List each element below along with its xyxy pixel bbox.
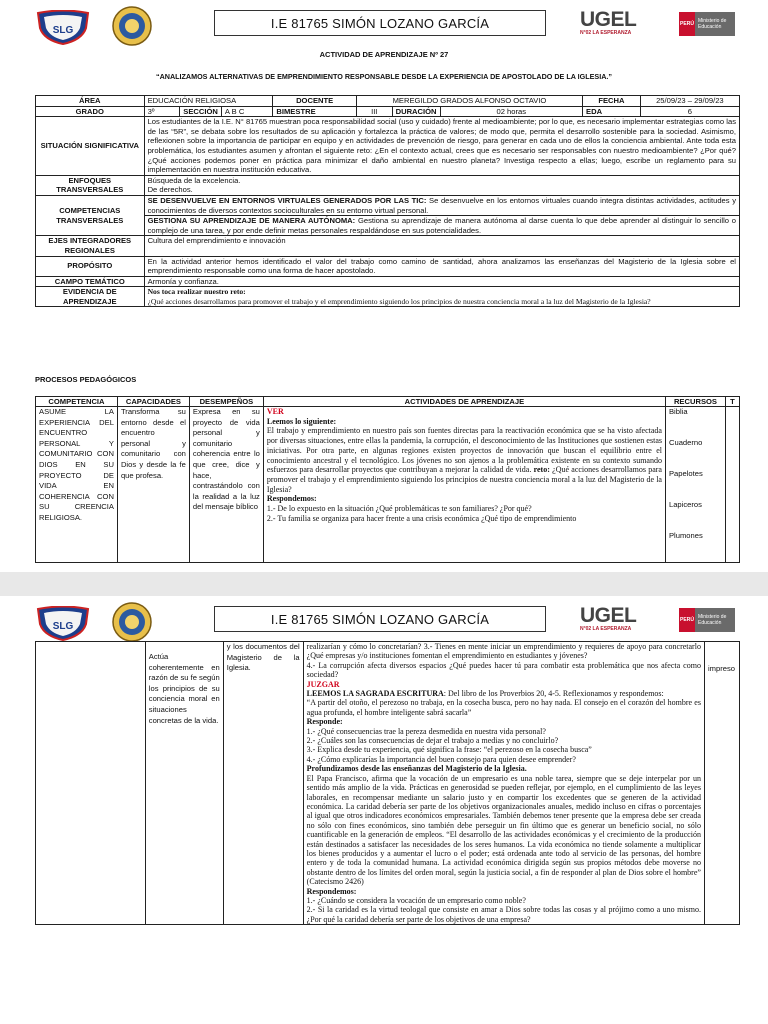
school-seal-logo [112,602,152,642]
school-name: I.E 81765 SIMÓN LOZANO GARCÍA [214,606,546,632]
area-value: EDUCACIÓN RELIGIOSA [144,96,273,107]
campo-label: CAMPO TEMÁTICO [36,276,145,287]
competencia-gestiona: GESTIONA SU APRENDIZAJE DE MANERA AUTÓNOMA: Gestiona su aprendizaje de manera autónoma al darse cuenta lo que debe aprender al distinguir lo sencillo o complejo de una tarea, y por ende definir metas personales respaldándose en sus potencialidades. [144,216,739,236]
duracion-label: DURACIÓN [392,106,440,117]
grado-label: GRADO [36,106,145,117]
peru-shield-icon [667,608,679,632]
eda-value: 6 [640,106,739,117]
activity-title: ACTIVIDAD DE APRENDIZAJE Nº 27 [319,50,449,59]
school-name: I.E 81765 SIMÓN LOZANO GARCÍA [214,10,546,36]
recursos-cell [665,407,725,563]
situacion-text: Los estudiantes de la I.E. N° 81765 muestran poca responsabilidad social (uso y cuidado) frente al medioambiente; por lo que, es necesario implementar estrategias como las de las “5R”, se debata sobre los resultados de su aplicación y fortalezca la práctica de valores; de modo que, permita el desarrollo sostenible para la sociedad. Asimismo, reflexionen sobre la importancia de participar en equipo y en actividades de prevención de riesgo, para generar en cada uno de ellos la conciencia ambiental. Ante toda esta problemática, los estudiantes asumen y afrontan el siguiente reto: ¿En el contexto actual, crees que es necesario ser responsables con nuestro medioambiente? ¿Por qué? ¿Qué acciones podemos poner en práctica para minimizar el daño ambiental en nuestro planeta? Investiga respecto a ellas; luego, escribe un reglamento para su implementación en nuestra institución educativa. [144,117,739,176]
procesos-header-row [36,397,740,407]
situacion-label: SITUACIÓN SIGNIFICATIVA [36,117,145,176]
col-actividades: ACTIVIDADES DE APRENDIZAJE [263,397,665,407]
shield-text: SLG [52,25,74,36]
ugel-logo: UGEL N°02 LA ESPERANZA [580,8,637,36]
ugel-logo: UGEL N°02 LA ESPERANZA [580,604,637,632]
fecha-label: FECHA [583,96,641,107]
seccion-value: A B C [221,106,273,117]
col-desempenos: DESEMPEÑOS [189,397,263,407]
school-seal-logo [112,6,152,46]
peru-shield-icon [667,12,679,36]
school-shield-logo [34,10,92,46]
evidencia-label: EVIDENCIA DE APRENDIZAJE [36,287,145,307]
ejes-value: Cultura del emprendimiento e innovación [144,236,739,256]
evidencia-value: Nos toca realizar nuestro reto: ¿Qué acciones desarrollamos para promover el trabajo y el emprendimiento siguiendo los principios de nuestra conciencia moral a la luz del Magisterio de la Iglesia? [144,287,739,307]
recurso-item: impreso [707,664,735,673]
competencia-cell [36,642,146,925]
actividades-cell: VER Leemos lo siguiente: El trabajo y emprendimiento en nuestro país son fuentes directas para la reactivación económica que se ha visto afectada por diversas situaciones, entre ellas la pandemia, la corrupción, el desconocimiento de las Instituciones que sostienen estas iniciativas. Por otra parte, en algunas regiones existen proyectos de innovación que buscan el equilibrio entre el conocimiento ancestral y el tecnológico. Los jóvenes no son ajenos a la problemática existente en su contexto sumando esfuerzos para desarrollar proyectos que contribuyan a mejorar la calidad de vida. reto: ¿Qué acciones desarrollamos para promover el trabajo y el emprendimiento siguiendo los principios de nuestra conciencia moral a la luz del Magisterio de la Iglesia? Respondemos: 1.- De lo expuesto en la situación ¿Qué problemáticas te son familiares? ¿Por qué? 2.- Tu familia se organiza para hacer frente a una crisis económica ¿Qué tipo de emprendimiento [263,407,665,563]
t-cell [725,407,739,563]
col-recursos: RECURSOS [665,397,725,407]
docente-value: MEREGILDO GRADOS ALFONSO OCTAVIO [356,96,582,107]
info-table [35,95,740,307]
procesos-row [36,642,740,925]
duracion-value: 02 horas [440,106,583,117]
eda-label: EDA [583,106,641,117]
school-shield-logo [34,606,92,642]
procesos-table [35,396,740,563]
capacidad-cell: Transforma su entorno desde el encuentro personal y comunitario con Dios y desde la fe que profesa. [117,407,189,563]
recurso-item: Papelotes [668,469,703,478]
fecha-value: 25/09/23 – 29/09/23 [640,96,739,107]
procesos-title: PROCESOS PEDAGÓGICOS [35,375,137,384]
shield-text: SLG [52,621,74,632]
recurso-item: Lapiceros [668,500,702,509]
competencias-label: COMPETENCIAS TRANSVERSALES [36,195,145,235]
ejes-label: EJES INTEGRADORES REGIONALES [36,236,145,256]
procesos-table-continued [35,641,740,925]
activity-subtitle: “ANALIZAMOS ALTERNATIVAS DE EMPRENDIMIENTO RESPONSABLE DESDE LA EXPERIENCIA DE APOSTOLADO DE LA IGLESIA.” [155,72,613,81]
recurso-item: Cuaderno [668,438,703,447]
desempeno-cell: Expresa en su proyecto de vida personal y comunitario coherencia entre lo que cree, dice y hace, contrastándolo con la realidad a la luz del mensaje bíblico [189,407,263,563]
recurso-item: Biblia [668,407,688,416]
recursos-cell [704,642,739,925]
docente-label: DOCENTE [273,96,357,107]
capacidad-cell: Actúa coherentemente en razón de su fe según los principios de su conciencia moral en situaciones concretas de la vida. [145,642,223,925]
ministry-logo: PERÚ Ministerio de Educación [667,608,735,632]
area-label: ÁREA [36,96,145,107]
proposito-label: PROPÓSITO [36,256,145,276]
enfoques-label: ENFOQUES TRANSVERSALES [36,175,145,195]
bimestre-value: III [356,106,392,117]
seccion-label: SECCIÓN [180,106,222,117]
enfoques-value: Búsqueda de la excelencia. De derechos. [144,175,739,195]
bimestre-label: BIMESTRE [273,106,357,117]
col-competencia: COMPETENCIA [36,397,118,407]
document-page-2 [0,596,768,1024]
actividades-cell: realizarían y cómo lo concretarían? 3.- Tienes en mente iniciar un emprendimiento y requieres de apoyo para concretarlo ¿Qué empresas y/o instituciones fomentan el emprendimiento en estudiantes y jóvenes? 4.- La corrupción afecta diversos espacios ¿Qué puedes hacer tú para combatir esta problemática que nos afecta como sociedad? JUZGAR LEEMOS LA SAGRADA ESCRITURA: Del libro de los Proverbios 20, 4-5. Reflexionamos y respondemos: “A partir del otoño, el perezoso no trabaja, en la cosecha busca, pero no hay nada. El consejo en el corazón del hombre es agua profunda, el hombre inteligente sabrá sacarla” Responde: 1.- ¿Qué consecuencias trae la pereza desmedida en nuestra vida personal? 2.- ¿Cuáles son las consecuencias de dejar el trabajo a medias y no concluirlo? 3.- Explica desde tu experiencia, qué significa la frase: “el perezoso en la cosecha busca” 4.- ¿Cómo explicarías la importancia del buen consejo para quien desee emprender? Profundizamos desde las enseñanzas del Magisterio de la Iglesia. El Papa Francisco, afirma que la vocación de un empresario es una noble tarea, siempre que se deje interpelar por un sentido más amplio de la vida. Prácticas en generosidad se pueden reflejar, por ejemplo, en el cumplimiento de las leyes laborales, en recompensar mediante un salario justo y en compartir los excedentes que se generen de la actividad económica. La caridad debería ser parte de los objetivos organizacionales anuales, medido incluso en cifras o porcentajes al igual que otros indicadores económicos empresariales. También debemos tener presente que la empresa debe ser creada no sólo con fines económicos, sino también debe perseguir un fin último que es generar un beneficio social, no sólo cuantificable en la generación de empleos. “El desarrollo de las actividades económicas y el crecimiento de la producción están destinados a satisfacer las necesidades de los seres humanos. La vida económica no tiende solamente a multiplicar los bienes producidos y a aumentar el lucro o el poder; está ordenada ante todo al servicio de las personas, del hombre entero y de toda la comunidad humana. La actividad económica dirigida según sus propios métodos debe moverse no obstante dentro de los límites del orden moral, según la justicia social, a fin de responder al plan de Dios sobre el hombre” (Catecismo 2426) Respondemos: 1.- ¿Cuándo se considera la vocación de un empresario como noble? 2.- Si la caridad es la virtud teologal que consiste en amar a Dios sobre todas las cosas y al prójimo como a uno mismo. ¿Por qué la caridad debería ser parte de los objetivos de una empresa? [303,642,704,925]
desempeno-cell: y los documentos del Magisterio de la Iglesia. [223,642,303,925]
competencia-tic: SE DESENVUELVE EN ENTORNOS VIRTUALES GENERADOS POR LAS TIC: Se desenvuelve en los entornos virtuales cuando integra distintas actividades, actitudes y conocimientos de diversos contextos socioculturales en su entorno virtual personal. [144,195,739,215]
grado-value: 3º [144,106,180,117]
competencia-cell: ASUME LA EXPERIENCIA DEL ENCUENTRO PERSONAL Y COMUNITARIO CON DIOS EN SU PROYECTO DE VIDA EN COHERENCIA CON SU CREENCIA RELIGIOSA. [36,407,118,563]
procesos-row [36,407,740,563]
campo-value: Armonía y confianza. [144,276,739,287]
recurso-item: Plumones [668,531,703,540]
col-t: T [725,397,739,407]
proposito-text: En la actividad anterior hemos identificado el valor del trabajo como camino de santidad, ahora analizamos las enseñanzas del Magisterio de la Iglesia sobre el emprendimiento responsable como una forma de hacer apostolado. [144,256,739,276]
ministry-logo: PERÚ Ministerio de Educación [667,12,735,36]
col-capacidades: CAPACIDADES [117,397,189,407]
